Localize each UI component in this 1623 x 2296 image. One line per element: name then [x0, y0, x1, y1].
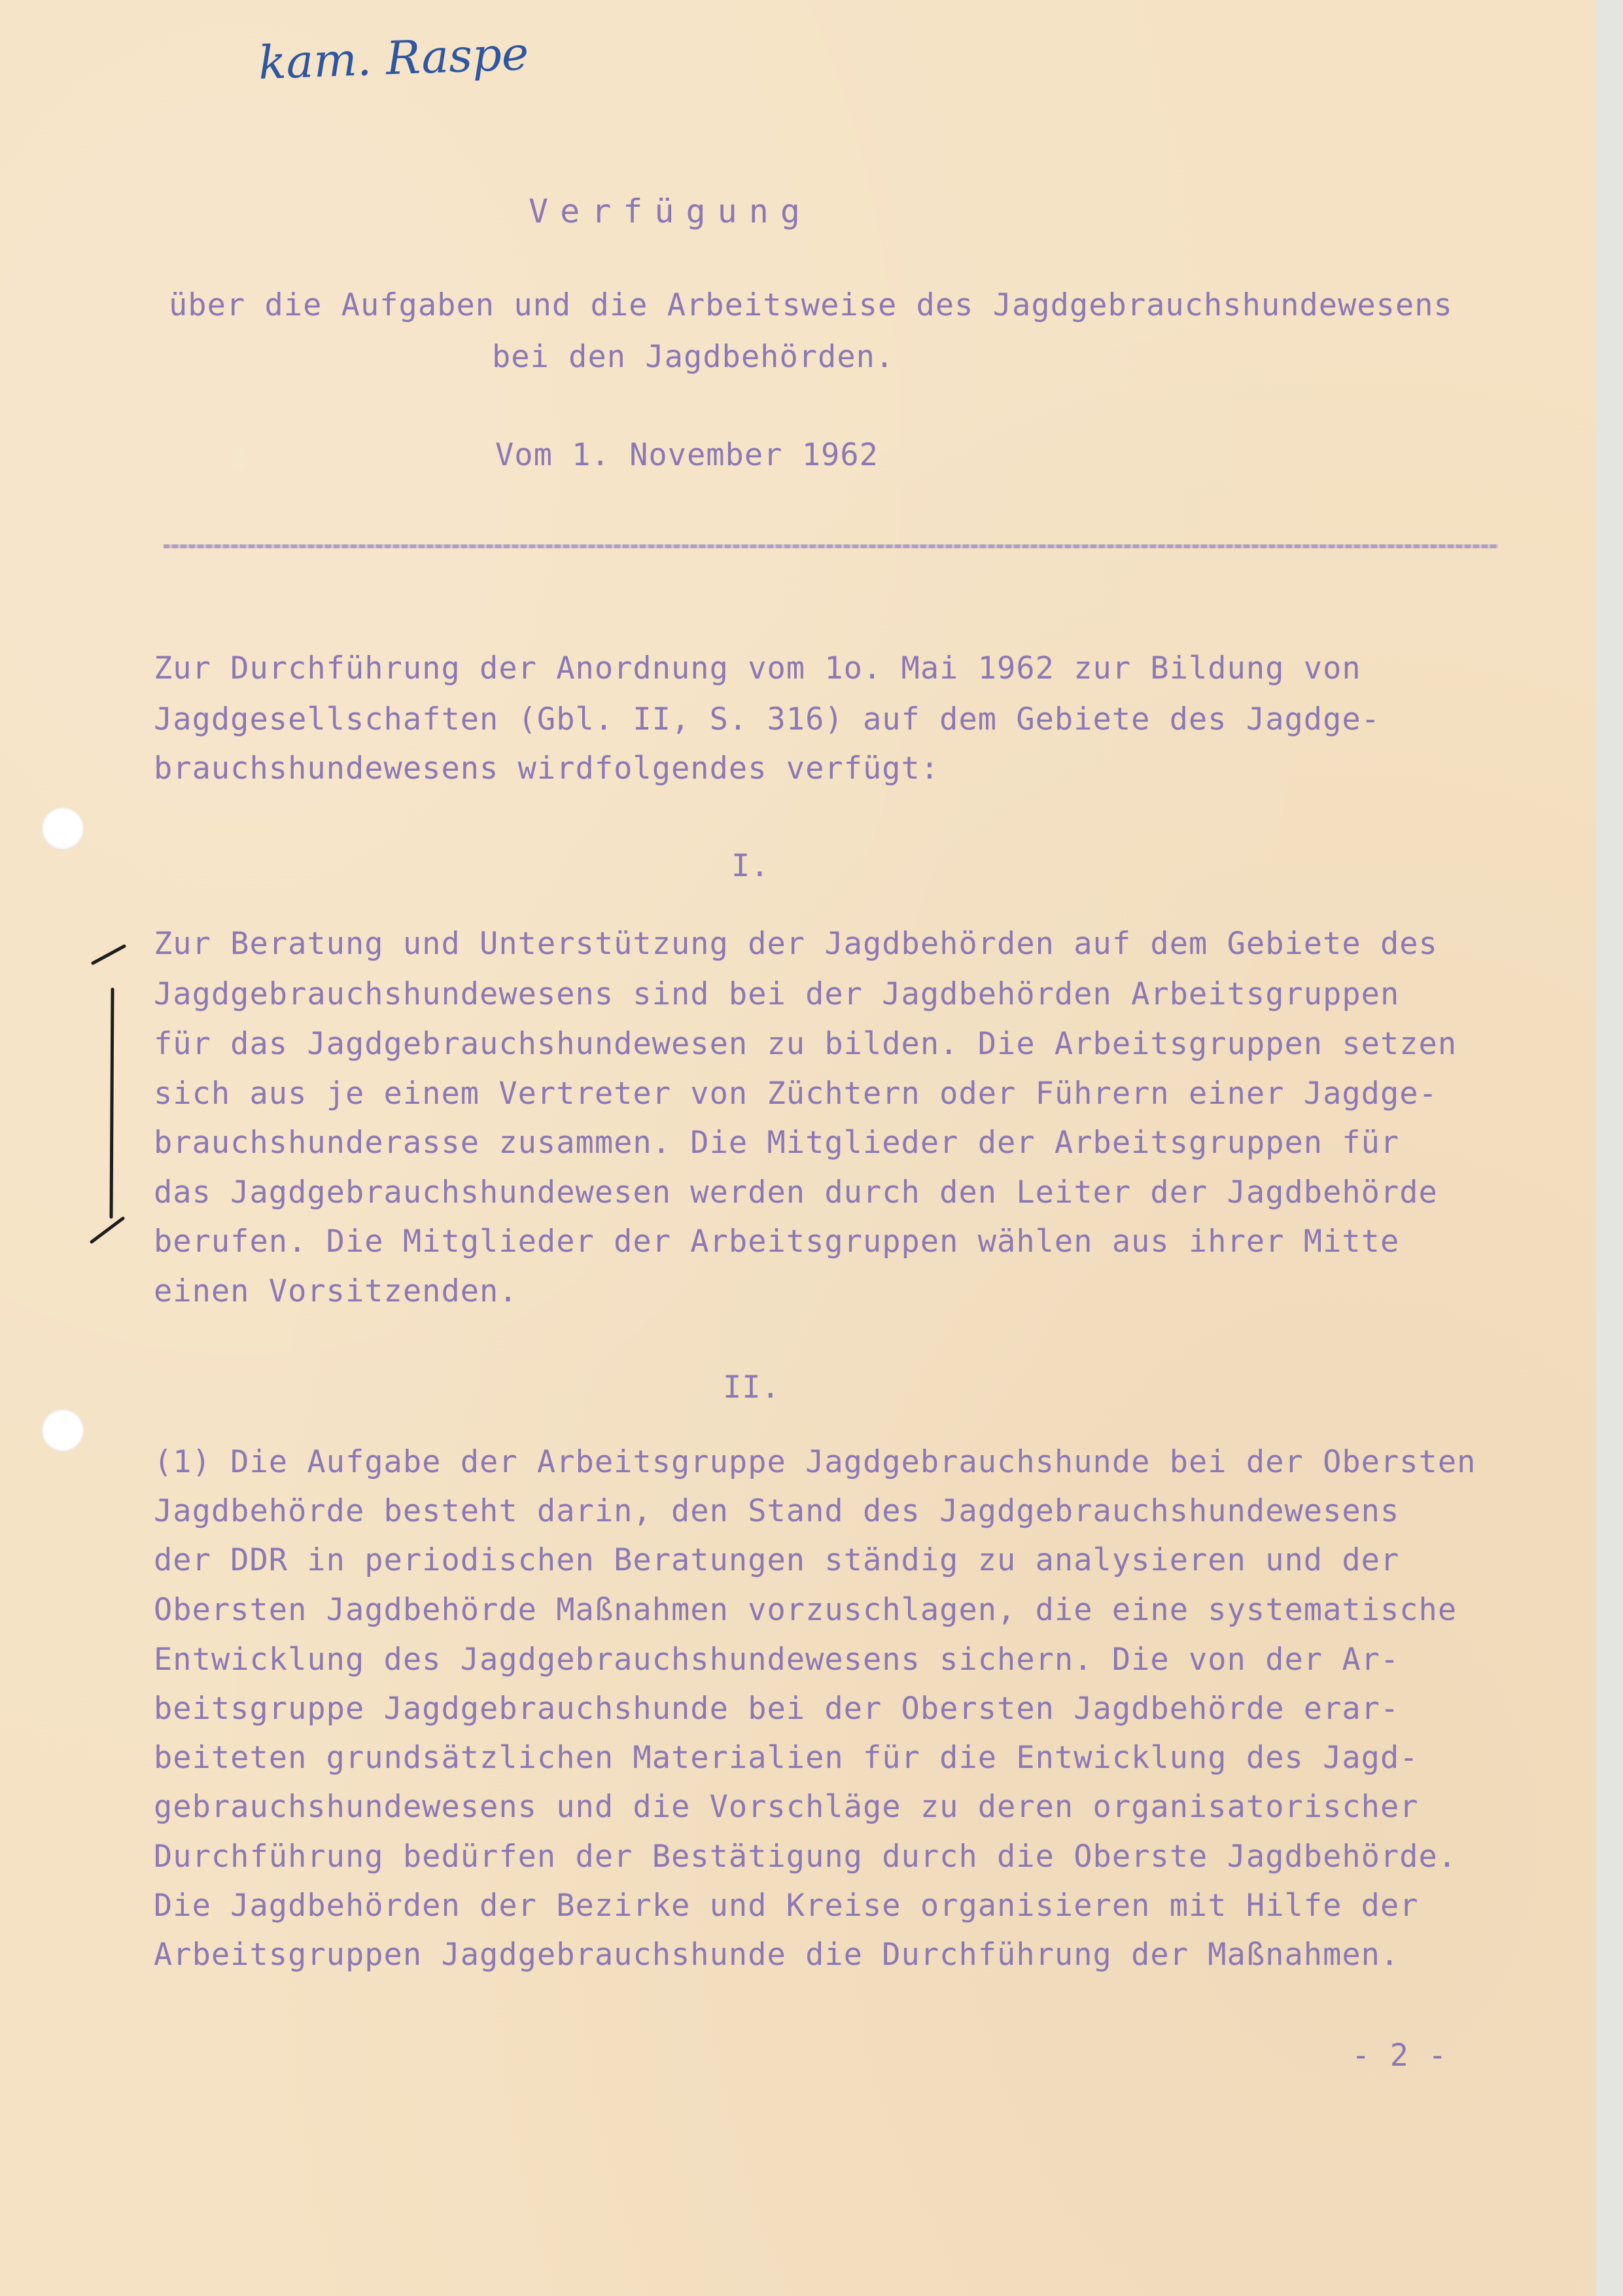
punch-hole-top: [42, 807, 84, 849]
punch-hole-bottom: [42, 1409, 84, 1451]
document-title: Verfügung: [529, 192, 812, 230]
section-2-line: Durchführung bedürfen der Bestätigung durch die Oberste Jagdbehörde.: [154, 1839, 1457, 1875]
section-1-line: einen Vorsitzenden.: [154, 1273, 518, 1309]
page-marker: - 2 -: [1352, 2038, 1448, 2074]
section-2-line: beitsgruppe Jagdgebrauchshunde bei der Obersten Jagdbehörde erar-: [154, 1691, 1400, 1727]
intro-line: brauchshundewesens wirdfolgendes verfügt:: [154, 751, 940, 786]
section-1-line: berufen. Die Mitglieder der Arbeitsgruppen wählen aus ihrer Mitte: [154, 1224, 1400, 1260]
section-1-line: sich aus je einem Vertreter von Züchtern oder Führern einer Jagdge-: [154, 1076, 1438, 1112]
section-2-line: beiteten grundsätzlichen Materialien für die Entwicklung des Jagd-: [154, 1740, 1419, 1776]
document-date: Vom 1. November 1962: [495, 437, 879, 473]
intro-line: Zur Durchführung der Anordnung vom 1o. Mai 1962 zur Bildung von: [154, 650, 1361, 686]
section-2-line: Arbeitsgruppen Jagdgebrauchshunde die Durchführung der Maßnahmen.: [154, 1937, 1400, 1973]
document-subtitle-line-1: über die Aufgaben und die Arbeitsweise des Jagdgebrauchshundewesens: [169, 287, 1453, 323]
section-2-heading: II.: [723, 1369, 780, 1405]
section-1-line: für das Jagdgebrauchshundewesen zu bilden. Die Arbeitsgruppen setzen: [154, 1026, 1457, 1062]
section-1-line: Jagdgebrauchshundewesens sind bei der Jagdbehörden Arbeitsgruppen: [154, 976, 1400, 1012]
section-1-line: Zur Beratung und Unterstützung der Jagdbehörden auf dem Gebiete des: [154, 926, 1438, 962]
section-2-line: gebrauchshundewesens und die Vorschläge zu deren organisatorischer: [154, 1789, 1419, 1825]
margin-bracket-mark: [79, 916, 150, 1282]
section-2-line: (1) Die Aufgabe der Arbeitsgruppe Jagdgebrauchshunde bei der Obersten: [154, 1444, 1476, 1480]
section-2-line: der DDR in periodischen Beratungen ständig zu analysieren und der: [154, 1542, 1400, 1578]
section-1-line: das Jagdgebrauchshundewesen werden durch den Leiter der Jagdbehörde: [154, 1174, 1438, 1210]
section-2-line: Die Jagdbehörden der Bezirke und Kreise organisieren mit Hilfe der: [154, 1888, 1419, 1924]
document-subtitle-line-2: bei den Jagdbehörden.: [492, 339, 895, 375]
section-2-line: Obersten Jagdbehörde Maßnahmen vorzuschlagen, die eine systematische: [154, 1592, 1457, 1628]
section-1-line: brauchshunderasse zusammen. Die Mitglieder der Arbeitsgruppen für: [154, 1125, 1400, 1161]
intro-line: Jagdgesellschaften (Gbl. II, S. 316) auf dem Gebiete des Jagdge-: [154, 701, 1380, 737]
header-divider: [164, 544, 1498, 548]
section-2-line: Jagdbehörde besteht darin, den Stand des Jagdgebrauchshundewesens: [154, 1493, 1400, 1529]
handwritten-note: kam. Raspe: [257, 26, 530, 90]
section-1-heading: I.: [731, 848, 770, 884]
section-2-line: Entwicklung des Jagdgebrauchshundewesens sichern. Die von der Ar-: [154, 1642, 1400, 1678]
